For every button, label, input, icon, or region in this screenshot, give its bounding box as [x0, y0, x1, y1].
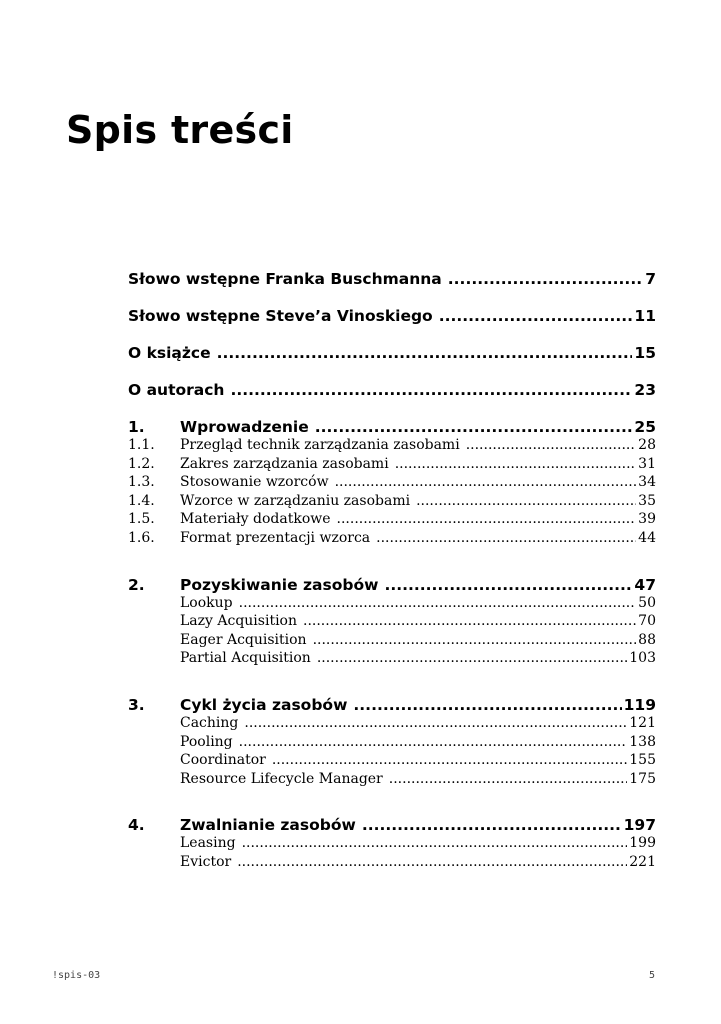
- toc-entry[interactable]: [128, 379, 656, 405]
- dot-leader: [395, 455, 636, 474]
- section-title: Lookup: [180, 594, 233, 611]
- dot-leader: [335, 473, 637, 492]
- section-entry[interactable]: [128, 510, 656, 529]
- section-entry[interactable]: [128, 853, 656, 872]
- section-page: 138: [629, 733, 656, 750]
- dot-leader: [272, 751, 627, 770]
- section-entry[interactable]: [128, 751, 656, 770]
- section-page: 155: [629, 752, 656, 769]
- section-entry[interactable]: [128, 834, 656, 853]
- section-title: Zakres zarządzania zasobami: [180, 455, 389, 472]
- section-entry[interactable]: [128, 612, 656, 631]
- section-entry[interactable]: [128, 649, 656, 668]
- dot-leader: [362, 814, 622, 836]
- section-page: 175: [629, 770, 656, 787]
- dot-leader: [448, 268, 643, 290]
- section-title: Materiały dodatkowe: [180, 511, 331, 528]
- dot-leader: [237, 853, 627, 872]
- section-entry[interactable]: [128, 473, 656, 492]
- section-number: 1.1.: [128, 437, 155, 453]
- section-title: Eager Acquisition: [180, 631, 307, 648]
- dot-leader: [239, 733, 628, 752]
- section-title: Przegląd technik zarządzania zasobami: [180, 437, 460, 453]
- section-page: 221: [629, 853, 656, 870]
- toc-entry-page: 7: [645, 270, 656, 288]
- section-entry[interactable]: [128, 529, 656, 548]
- dot-leader: [317, 649, 627, 668]
- section-number: 1.2.: [128, 455, 155, 472]
- section-entry[interactable]: [128, 631, 656, 650]
- section-title: Format prezentacji wzorca: [180, 529, 371, 546]
- toc-entry[interactable]: [128, 342, 656, 379]
- dot-leader: [230, 379, 632, 401]
- spacer: [128, 668, 656, 694]
- dot-leader: [376, 529, 636, 548]
- dot-leader: [242, 834, 628, 853]
- section-entry[interactable]: [128, 770, 656, 789]
- chapter-number: 2.: [128, 575, 145, 594]
- section-page: 50: [638, 594, 656, 611]
- dot-leader: [466, 436, 636, 455]
- section-page: 121: [629, 714, 656, 731]
- chapter-page: 25: [634, 418, 656, 436]
- section-number: 1.5.: [128, 511, 155, 528]
- section-page: 103: [629, 650, 656, 667]
- section-title: Evictor: [180, 853, 232, 870]
- section-entry[interactable]: [128, 455, 656, 474]
- section-page: 35: [638, 492, 656, 509]
- dot-leader: [313, 631, 637, 650]
- toc-entry-title: O książce: [128, 344, 211, 362]
- chapter-page: 119: [623, 695, 656, 714]
- chapter-number: 4.: [128, 816, 145, 835]
- section-page: 199: [629, 835, 656, 852]
- footer-page-number: 5: [648, 970, 655, 981]
- dot-leader: [439, 305, 633, 327]
- section-entry[interactable]: [128, 714, 656, 733]
- dot-leader: [315, 416, 633, 438]
- section-page: 88: [638, 631, 656, 648]
- section-title: Wzorce w zarządzaniu zasobami: [180, 492, 411, 509]
- toc-entry[interactable]: [128, 305, 656, 342]
- section-page: 39: [638, 511, 656, 528]
- section-number: 1.6.: [128, 529, 155, 546]
- section-entry[interactable]: [128, 733, 656, 752]
- footer-filename: !spis-03: [52, 970, 101, 981]
- chapter-entry[interactable]: [128, 814, 656, 834]
- section-page: 34: [638, 474, 656, 491]
- section-title: Caching: [180, 714, 239, 731]
- chapter-entry[interactable]: [128, 574, 656, 594]
- section-page: 44: [638, 529, 656, 546]
- section-title: Stosowanie wzorców: [180, 474, 329, 491]
- toc-entry-page: 23: [634, 381, 656, 399]
- section-entry[interactable]: [128, 492, 656, 511]
- chapter-title: Zwalnianie zasobów: [180, 816, 356, 835]
- section-entry[interactable]: [128, 594, 656, 613]
- toc-entry-title: Słowo wstępne Franka Buschmanna: [128, 270, 442, 288]
- page-title: Spis treści: [66, 108, 294, 152]
- toc-entry-title: Słowo wstępne Steve’a Vinoskiego: [128, 307, 433, 325]
- dot-leader: [416, 492, 636, 511]
- dot-leader: [303, 612, 636, 631]
- dot-leader: [389, 770, 628, 789]
- section-title: Lazy Acquisition: [180, 613, 297, 630]
- chapter-page: 197: [623, 816, 656, 835]
- chapter-title: Pozyskiwanie zasobów: [180, 575, 379, 594]
- section-title: Partial Acquisition: [180, 650, 311, 667]
- section-title: Pooling: [180, 733, 233, 750]
- chapter-title: Wprowadzenie: [180, 418, 309, 436]
- dot-leader: [244, 714, 627, 733]
- dot-leader: [384, 574, 632, 596]
- spacer: [128, 405, 656, 416]
- dot-leader: [337, 510, 637, 529]
- chapter-number: 1.: [128, 418, 145, 436]
- section-number: 1.4.: [128, 492, 155, 509]
- spacer: [128, 788, 656, 814]
- chapter-page: 47: [634, 575, 656, 594]
- section-page: 70: [638, 613, 656, 630]
- section-title: Coordinator: [180, 752, 266, 769]
- section-number: 1.3.: [128, 474, 155, 491]
- section-title: Leasing: [180, 835, 236, 852]
- chapter-number: 3.: [128, 695, 145, 714]
- section-entry[interactable]: [128, 436, 656, 455]
- toc-entry-page: 15: [634, 344, 656, 362]
- dot-leader: [353, 694, 621, 716]
- chapter-entry[interactable]: [128, 416, 656, 436]
- dot-leader: [239, 594, 637, 613]
- section-page: 28: [638, 437, 656, 453]
- toc-entry-page: 11: [634, 307, 656, 325]
- section-page: 31: [638, 455, 656, 472]
- toc-entry-title: O autorach: [128, 381, 225, 399]
- table-of-contents: [128, 268, 656, 872]
- toc-entry[interactable]: [128, 268, 656, 305]
- section-title: Resource Lifecycle Manager: [180, 770, 383, 787]
- dot-leader: [217, 342, 633, 364]
- chapter-entry[interactable]: [128, 694, 656, 714]
- chapter-title: Cykl życia zasobów: [180, 695, 348, 714]
- spacer: [128, 548, 656, 574]
